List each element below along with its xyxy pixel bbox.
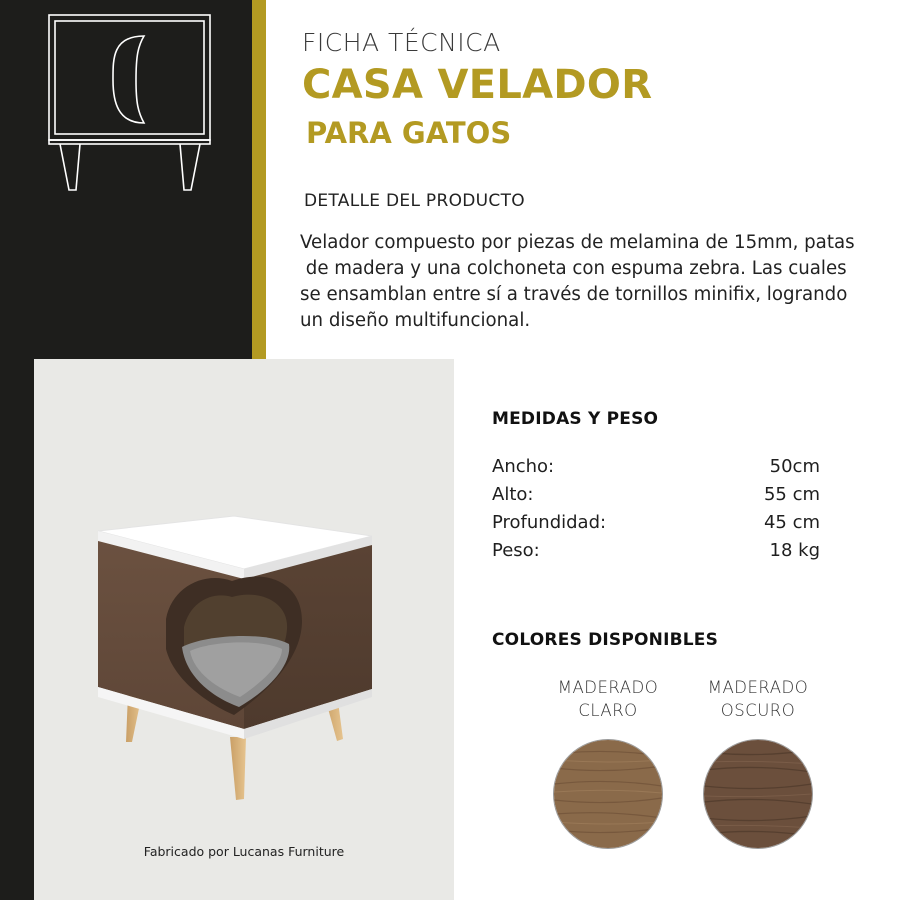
spec-label: Profundidad: (492, 512, 607, 533)
product-photo (34, 359, 454, 900)
product-subtitle: PARA GATOS (306, 116, 512, 150)
description-line: Velador compuesto por piezas de melamina de 15mm, patas (300, 232, 855, 253)
color-label-line: OSCURO (720, 701, 796, 720)
spec-value: 18 kg (769, 540, 820, 561)
spec-label: Peso: (492, 540, 540, 561)
spec-label: Ancho: (492, 456, 555, 477)
spec-value: 45 cm (763, 512, 820, 533)
manufacturer-caption: Fabricado por Lucanas Furniture (143, 844, 345, 859)
spec-row-height (492, 481, 820, 509)
description-line: de madera y una colchoneta con espuma zebra. Las cuales (300, 258, 847, 279)
sheet-label: FICHA TÉCNICA (302, 28, 501, 57)
detail-heading: DETALLE DEL PRODUCTO (304, 191, 525, 211)
color-label-line: MADERADO (707, 678, 809, 697)
wood-swatch-dark (703, 739, 813, 849)
nightstand-line-icon (40, 10, 220, 195)
spec-row-width (492, 453, 820, 481)
color-label-line: MADERADO (557, 678, 659, 697)
description-line: se ensamblan entre sí a través de tornillos minifix, logrando (300, 284, 848, 305)
cat-nightstand-illustration (34, 359, 454, 829)
wood-swatch-light (553, 739, 663, 849)
spec-value: 55 cm (763, 484, 820, 505)
color-label-line: CLARO (578, 701, 638, 720)
product-title: CASA VELADOR (302, 62, 653, 108)
color-option-dark (698, 676, 818, 849)
spec-label: Alto: (492, 484, 534, 505)
color-option-light (548, 676, 668, 849)
color-label (698, 676, 818, 722)
spec-row-weight (492, 537, 820, 565)
spec-row-depth (492, 509, 820, 537)
detail-description (300, 230, 855, 334)
spec-value: 50cm (769, 456, 820, 477)
description-line: un diseño multifuncional. (300, 310, 531, 331)
specs-heading: MEDIDAS Y PESO (492, 409, 659, 429)
colors-heading: COLORES DISPONIBLES (492, 630, 719, 650)
color-label (548, 676, 668, 722)
specs-table (492, 453, 820, 565)
